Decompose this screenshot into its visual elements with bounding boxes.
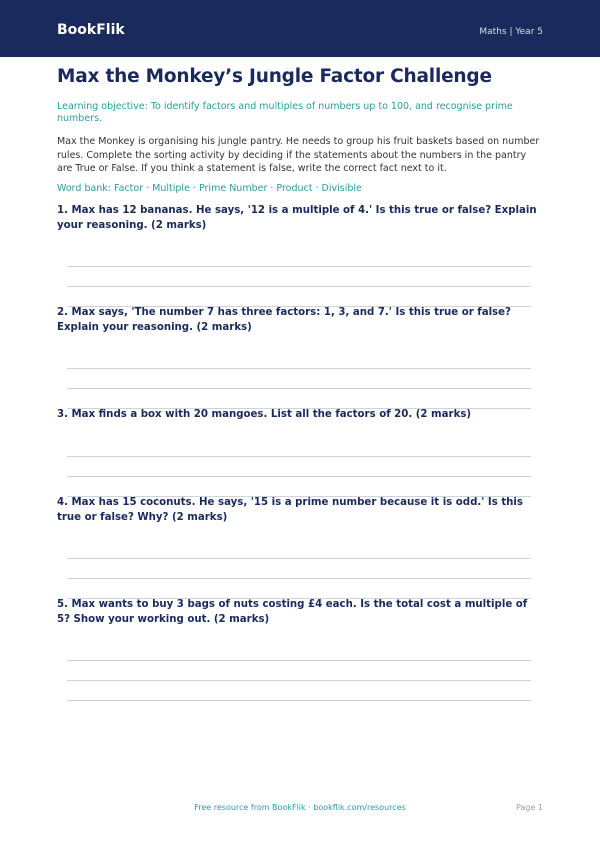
question-text: 5. Max wants to buy 3 bags of nuts costing £4 each. Is the total cost a multiple of 5? Show your working out. (2 marks) — [57, 599, 528, 625]
answer-line[interactable] — [67, 286, 531, 287]
answer-line[interactable] — [67, 578, 531, 579]
brand-logo: BookFlik — [57, 22, 125, 38]
answer-line[interactable] — [67, 368, 531, 369]
question-4 — [57, 495, 543, 525]
question-text: 1. Max has 12 bananas. He says, '12 is a multiple of 4.' Is this true or false? Explain your reasoning. (2 marks) — [57, 205, 537, 231]
question-2 — [57, 305, 543, 335]
page-title: Max the Monkey’s Jungle Factor Challenge — [57, 66, 492, 87]
answer-line[interactable] — [67, 700, 531, 701]
subject-year-label: Maths | Year 5 — [479, 27, 543, 37]
worksheet-intro — [57, 66, 543, 195]
page-header — [0, 0, 600, 57]
learning-objective: Learning objective: To identify factors and multiples of numbers up to 100, and recognise prime numbers. — [57, 101, 513, 124]
answer-line[interactable] — [67, 558, 531, 559]
word-bank: Word bank: Factor · Multiple · Prime Number · Product · Divisible — [57, 182, 362, 194]
answer-line[interactable] — [67, 456, 531, 457]
intro-text: Max the Monkey is organising his jungle pantry. He needs to group his fruit baskets based on number rules. Complete the sorting activity by deciding if the statements about the numbers in the pantry are True or False. If you think a statement is false, write the correct fact next to it. — [57, 136, 540, 174]
answer-line[interactable] — [67, 660, 531, 661]
answer-line[interactable] — [67, 476, 531, 477]
question-text: 2. Max says, 'The number 7 has three factors: 1, 3, and 7.' Is this true or false? Explain your reasoning. (2 marks) — [57, 307, 511, 333]
question-1 — [57, 203, 543, 233]
question-text: 4. Max has 15 coconuts. He says, '15 is a prime number because it is odd.' Is this true or false? Why? (2 marks) — [57, 497, 523, 523]
answer-line[interactable] — [67, 680, 531, 681]
question-text: 3. Max finds a box with 20 mangoes. List all the factors of 20. (2 marks) — [57, 409, 472, 420]
question-3 — [57, 407, 543, 422]
footer-credit[interactable]: Free resource from BookFlik · bookflik.com/resources — [194, 803, 406, 812]
answer-line[interactable] — [67, 388, 531, 389]
answer-line[interactable] — [67, 266, 531, 267]
question-5 — [57, 597, 543, 627]
page-number: Page 1 — [516, 803, 543, 812]
